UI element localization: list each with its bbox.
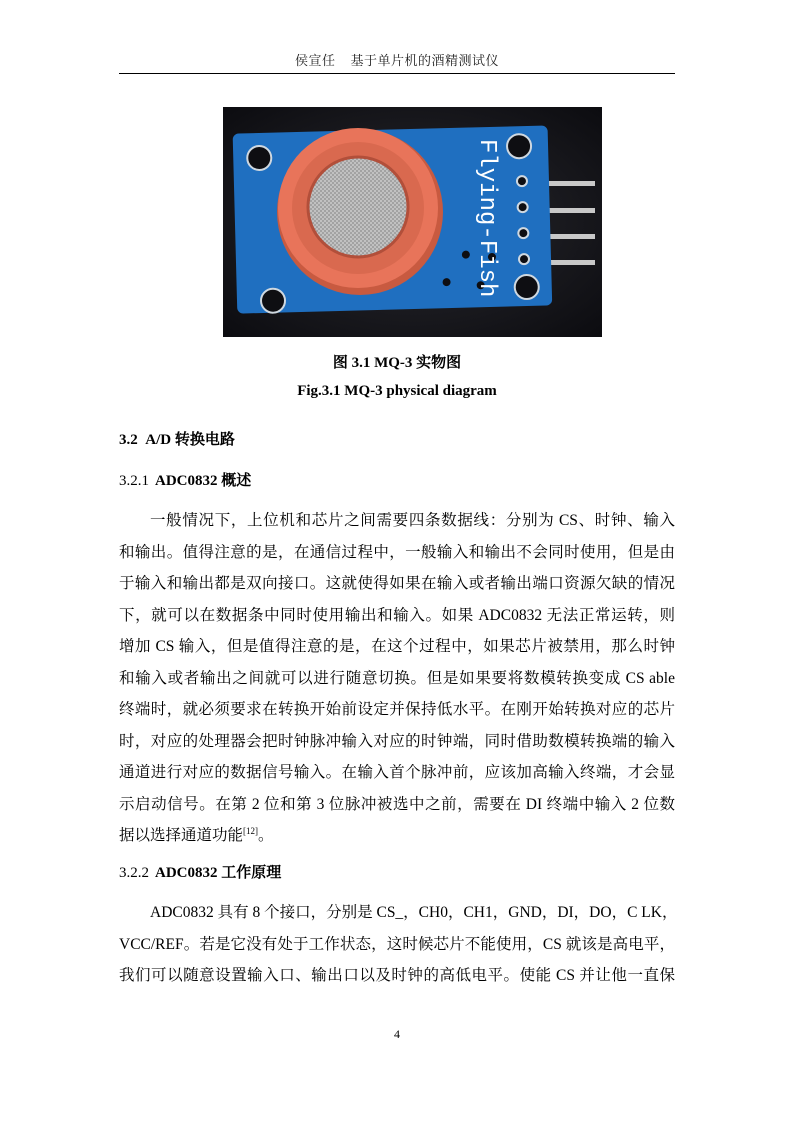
header-rule	[119, 73, 675, 74]
paragraph-adc-principle	[119, 897, 678, 992]
section-number: 3.2	[119, 432, 138, 448]
subsection-heading-2	[119, 861, 281, 882]
header-title: 基于单片机的酒精测试仪	[350, 53, 500, 68]
section-heading	[119, 428, 235, 449]
text-line: 下，就可以在数据条中同时使用输出和输入。如果 ADC0832 无法正常运转，则	[119, 606, 675, 624]
figure-caption-cn: 图 3.1 MQ-3 实物图	[332, 355, 462, 371]
text-line: 一般情况下，上位机和芯片之间需要四条数据线：分别为 CS、时钟、输入	[150, 512, 675, 529]
text-line	[119, 820, 675, 852]
subsection-title: ADC0832 工作原理	[155, 865, 282, 881]
text-line: 时，对应的处理器会把时钟脉冲输入对应的时钟端，同时借助数模转换端的输入	[119, 732, 675, 750]
text-line: 增加 CS 输入，但是值得注意的是，在这个过程中，如果芯片被禁用，那么时钟	[119, 638, 675, 655]
text-fragment: 。	[258, 827, 274, 844]
header-author: 侯宣任	[294, 53, 336, 68]
page-header	[119, 50, 675, 69]
text-line: ADC0832 具有 8 个接口，分别是 CS_，CH0，CH1，GND，DI，DO，C LK，	[150, 904, 678, 921]
mq3-board-illustration	[223, 107, 602, 337]
citation-ref: [12]	[243, 825, 259, 836]
subsection-heading-1	[119, 469, 251, 490]
board-label: Flying-Fish	[473, 139, 500, 298]
text-line: 于输入和输出都是双向接口。这就使得如果在输入或者输出端口资源欠缺的情况	[119, 575, 675, 592]
subsection-number: 3.2.1	[119, 473, 149, 489]
page-number: 4	[394, 1027, 400, 1041]
subsection-number: 3.2.2	[119, 865, 149, 881]
figure-caption-en: Fig.3.1 MQ-3 physical diagram	[297, 383, 497, 399]
gas-sensor	[277, 128, 443, 295]
text-line: 我们可以随意设置输入口、输出口以及时钟的高低电平。使能 CS 并让他一直保	[119, 967, 675, 984]
text-fragment: 据以选择通道功能	[119, 827, 244, 844]
text-line: 通道进行对应的数据信号输入。在输入首个脉冲前，应该加高输入终端，才会显	[119, 764, 675, 781]
mq3-photo	[223, 107, 602, 337]
section-title: A/D 转换电路	[145, 432, 235, 448]
text-line: VCC/REF。若是它没有处于工作状态，这时候芯片不能使用，CS 就该是高电平，	[119, 935, 675, 953]
subsection-title: ADC0832 概述	[155, 473, 252, 489]
text-line: 和输入或者输出之间就可以进行随意切换。但是如果要将数模转换变成 CS able	[119, 669, 675, 687]
text-line: 和输出。值得注意的是，在通信过程中，一般输入和输出不会同时使用，但是由	[119, 543, 675, 561]
text-line: 终端时，就必须要求在转换开始前设定并保持低水平。在刚开始转换对应的芯片	[119, 701, 675, 718]
paragraph-adc-overview	[119, 505, 675, 852]
text-line: 示启动信号。在第 2 位和第 3 位脉冲被选中之前，需要在 DI 终端中输入 2 位数	[119, 795, 675, 813]
